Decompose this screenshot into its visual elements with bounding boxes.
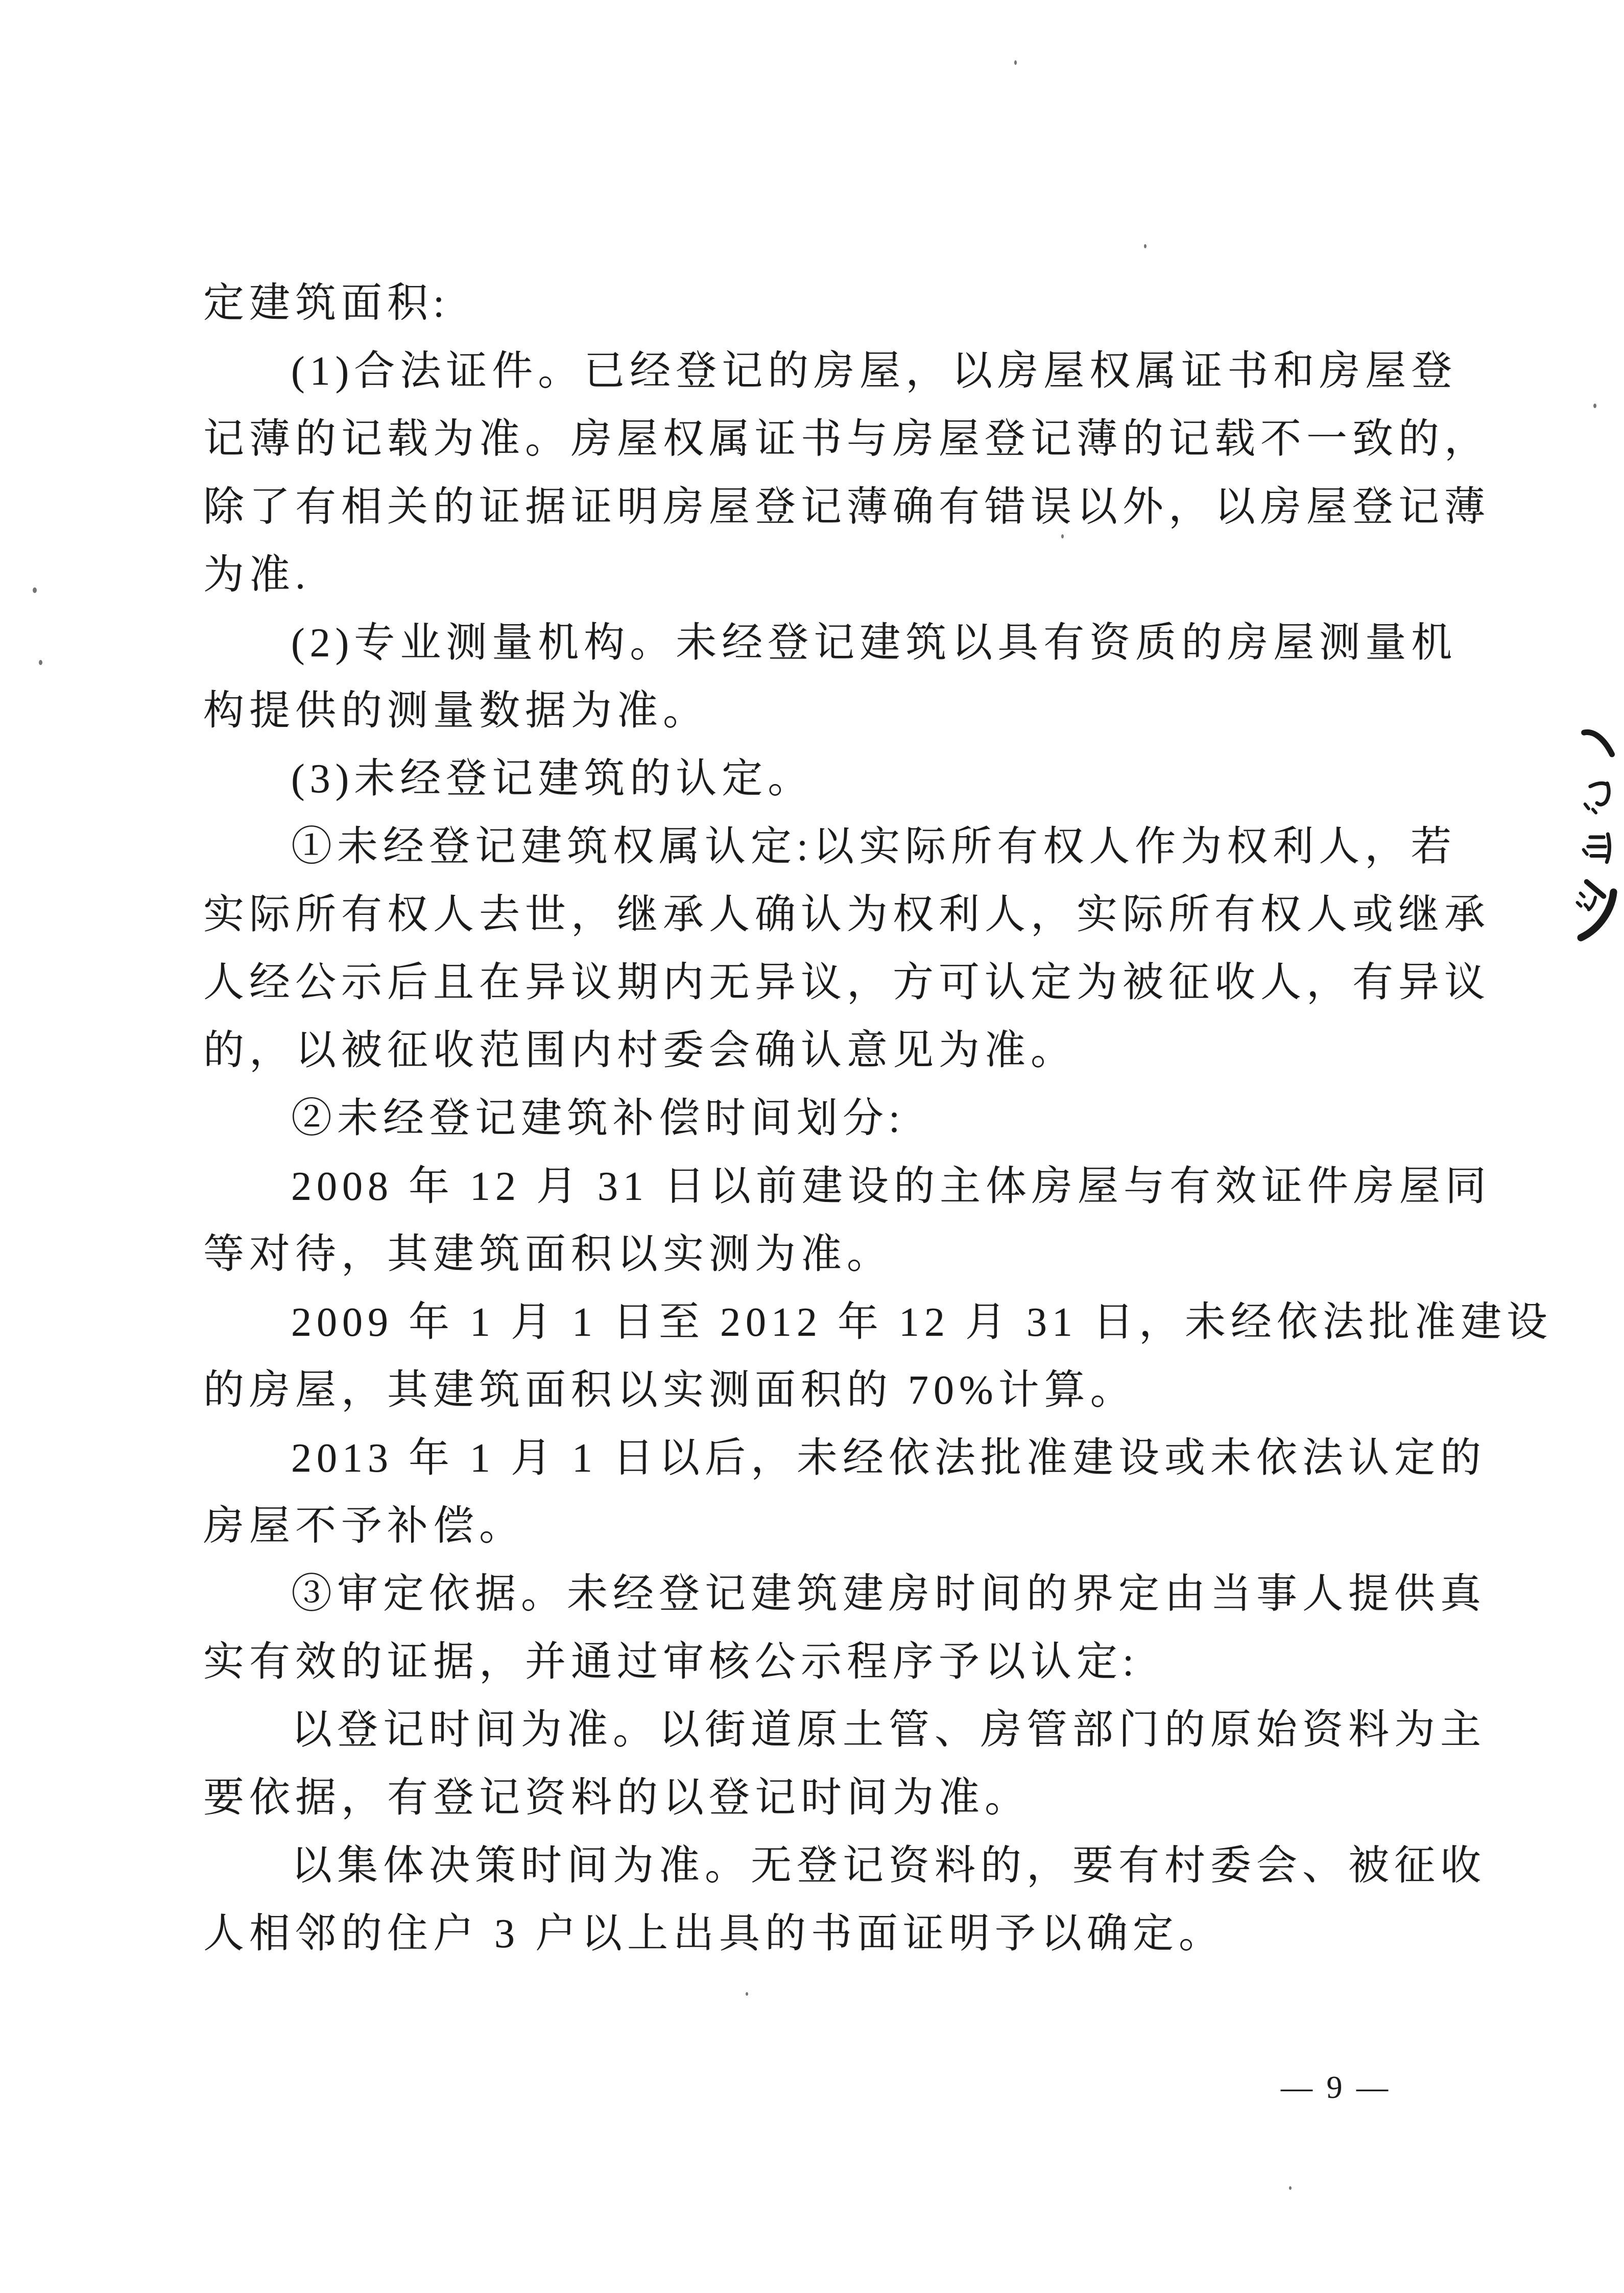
scan-noise-speck — [746, 1992, 748, 1996]
text-line: 等对待，其建筑面积以实测为准。 — [203, 1232, 893, 1277]
text-line: 为准. — [203, 553, 311, 598]
text-line: 实际所有权人去世，继承人确认为权利人，实际所有权人或继承 — [203, 892, 1490, 937]
scan-noise-speck — [33, 587, 37, 593]
text-line: (3)未经登记建筑的认定。 — [291, 757, 814, 801]
text-line: 房屋不予补偿。 — [203, 1504, 525, 1549]
text-line: 要依据，有登记资料的以登记时间为准。 — [203, 1776, 1031, 1821]
text-line: 2008 年 12 月 31 日以前建设的主体房屋与有效证件房屋同 — [291, 1164, 1491, 1209]
text-line: 的房屋，其建筑面积以实测面积的 70%计算。 — [203, 1368, 1136, 1413]
handwritten-margin-note — [1569, 726, 1622, 949]
text-line: 记薄的记载为准。房屋权属证书与房屋登记薄的记载不一致的， — [203, 417, 1490, 462]
text-line: 以登记时间为准。以街道原土管、房管部门的原始资料为主 — [291, 1708, 1486, 1753]
text-line: 除了有相关的证据证明房屋登记薄确有错误以外，以房屋登记薄 — [203, 485, 1490, 530]
text-line: 人经公示后且在异议期内无异议，方可认定为被征收人，有异议 — [203, 960, 1490, 1005]
document-body — [203, 270, 1553, 1968]
text-line: ①未经登记建筑权属认定:以实际所有权人作为权利人，若 — [291, 824, 1457, 869]
text-line: 实有效的证据，并通过审核公示程序予以认定: — [203, 1640, 1139, 1685]
text-line: 定建筑面积: — [203, 281, 450, 326]
text-line: (1)合法证件。已经登记的房屋，以房屋权属证书和房屋登 — [291, 349, 1458, 394]
scan-noise-speck — [1061, 534, 1064, 538]
text-line: 的，以被征收范围内村委会确认意见为准。 — [203, 1028, 1077, 1073]
scan-noise-speck — [1289, 2186, 1292, 2190]
page-number: — 9 — — [1281, 2070, 1391, 2105]
scan-noise-speck — [1144, 244, 1147, 248]
text-line: ③审定依据。未经登记建筑建房时间的界定由当事人提供真 — [291, 1572, 1486, 1617]
text-line: (2)专业测量机构。未经登记建筑以具有资质的房屋测量机 — [291, 621, 1458, 666]
text-line: 2013 年 1 月 1 日以后，未经依法批准建设或未依法认定的 — [291, 1436, 1486, 1481]
scan-noise-speck — [39, 660, 42, 665]
scan-noise-speck — [1014, 60, 1017, 65]
text-line: 以集体决策时间为准。无登记资料的，要有村委会、被征收 — [291, 1843, 1486, 1888]
text-line: 2009 年 1 月 1 日至 2012 年 12 月 31 日，未经依法批准建设 — [291, 1300, 1553, 1345]
text-line: 构提供的测量数据为准。 — [203, 689, 709, 734]
text-line: ②未经登记建筑补偿时间划分: — [291, 1096, 905, 1141]
scan-noise-speck — [1593, 404, 1596, 408]
text-line: 人相邻的住户 3 户以上出具的书面证明予以确定。 — [203, 1911, 1225, 1956]
